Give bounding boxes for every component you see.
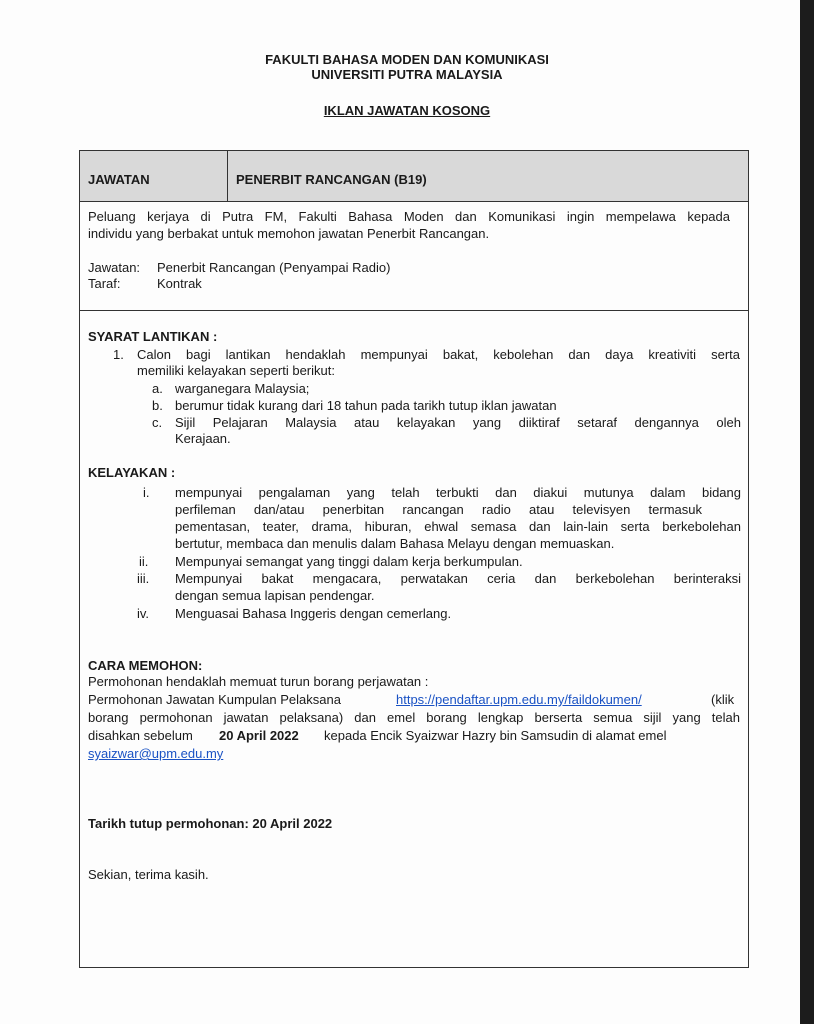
cara-heading: CARA MEMOHON: [88, 658, 203, 673]
kelayakan-iv-marker: iv. [137, 606, 150, 621]
syarat-c-line-1: Sijil Pelajaran Malaysia atau kelayakan yang diiktiraf setaraf dengannya oleh [175, 415, 741, 430]
contact-email-link[interactable]: syaizwar@upm.edu.my [88, 746, 224, 761]
faculty-heading: FAKULTI BAHASA MODEN DAN KOMUNIKASI [265, 52, 549, 67]
jawatan-value: Penerbit Rancangan (Penyampai Radio) [157, 260, 391, 275]
kelayakan-ii-text: Mempunyai semangat yang tinggi dalam kerja berkumpulan. [175, 554, 523, 569]
kelayakan-i-line-1: mempunyai pengalaman yang telah terbukti dan diakui mutunya dalam bidang [175, 485, 741, 500]
position-label: JAWATAN [88, 172, 150, 187]
cara-line-3: borang permohonan jawatan pelaksana) dan emel borang lengkap berserta semua sijil yang telah [88, 710, 740, 725]
kelayakan-i-line-3: pementasan, teater, drama, hiburan, ehwal semasa dan lain-lain serta berkebolehan [175, 519, 741, 534]
syarat-b-marker: b. [152, 398, 163, 413]
syarat-item-1-line-2: memiliki kelayakan seperti berikut: [137, 363, 335, 378]
kelayakan-iii-line-2: dengan semua lapisan pendengar. [175, 588, 375, 603]
syarat-b-text: berumur tidak kurang dari 18 tahun pada tarikh tutup iklan jawatan [175, 398, 557, 413]
kelayakan-iii-line-1: Mempunyai bakat mengacara, perwatakan ceria dan berkebolehan berinteraksi [175, 571, 741, 586]
cara-line-2-suffix: (klik [711, 692, 735, 707]
closing-remark: Sekian, terima kasih. [88, 867, 209, 882]
syarat-c-line-2: Kerajaan. [175, 431, 231, 446]
kelayakan-i-line-4: bertutur, membaca dan menulis dalam Bahasa Melayu dengan memuaskan. [175, 536, 615, 551]
syarat-item-1-marker: 1. [113, 347, 124, 362]
syarat-a-text: warganegara Malaysia; [175, 381, 310, 396]
kelayakan-ii-marker: ii. [139, 554, 149, 569]
taraf-label: Taraf: [88, 276, 121, 291]
taraf-value: Kontrak [157, 276, 202, 291]
closing-date: Tarikh tutup permohonan: 20 April 2022 [88, 816, 333, 831]
application-form-link[interactable]: https://pendaftar.upm.edu.my/faildokumen/ [396, 692, 642, 707]
cara-line-2-prefix: Permohonan Jawatan Kumpulan Pelaksana [88, 692, 341, 707]
intro-line-2: individu yang berbakat untuk memohon jawatan Penerbit Rancangan. [88, 226, 490, 241]
kelayakan-i-line-2: perfileman dan/atau penerbitan rancangan radio atau televisyen termasuk [175, 502, 702, 517]
syarat-heading: SYARAT LANTIKAN : [88, 329, 218, 344]
cara-line-1: Permohonan hendaklah memuat turun borang perjawatan : [88, 674, 429, 689]
university-heading: UNIVERSITI PUTRA MALAYSIA [311, 67, 503, 82]
syarat-item-1-line-1: Calon bagi lantikan hendaklah mempunyai bakat, kebolehan dan daya kreativiti serta [137, 347, 740, 362]
syarat-c-marker: c. [152, 415, 163, 430]
syarat-a-marker: a. [152, 381, 163, 396]
position-value: PENERBIT RANCANGAN (B19) [236, 172, 427, 187]
cara-line-4-start: disahkan sebelum [88, 728, 193, 743]
table-row-separator [80, 310, 748, 311]
kelayakan-iii-marker: iii. [137, 571, 150, 586]
kelayakan-i-marker: i. [143, 485, 150, 500]
kelayakan-iv-text: Menguasai Bahasa Inggeris dengan cemerlang. [175, 606, 452, 621]
jawatan-label: Jawatan: [88, 260, 141, 275]
intro-line-1: Peluang kerjaya di Putra FM, Fakulti Bahasa Moden dan Komunikasi ingin mempelawa kepada [88, 209, 730, 224]
document-title: IKLAN JAWATAN KOSONG [323, 103, 491, 118]
kelayakan-heading: KELAYAKAN : [88, 465, 176, 480]
cara-deadline-bold: 20 April 2022 [219, 728, 299, 743]
cara-line-4-end: kepada Encik Syaizwar Hazry bin Samsudin di alamat emel [324, 728, 667, 743]
table-header-divider [227, 151, 228, 201]
